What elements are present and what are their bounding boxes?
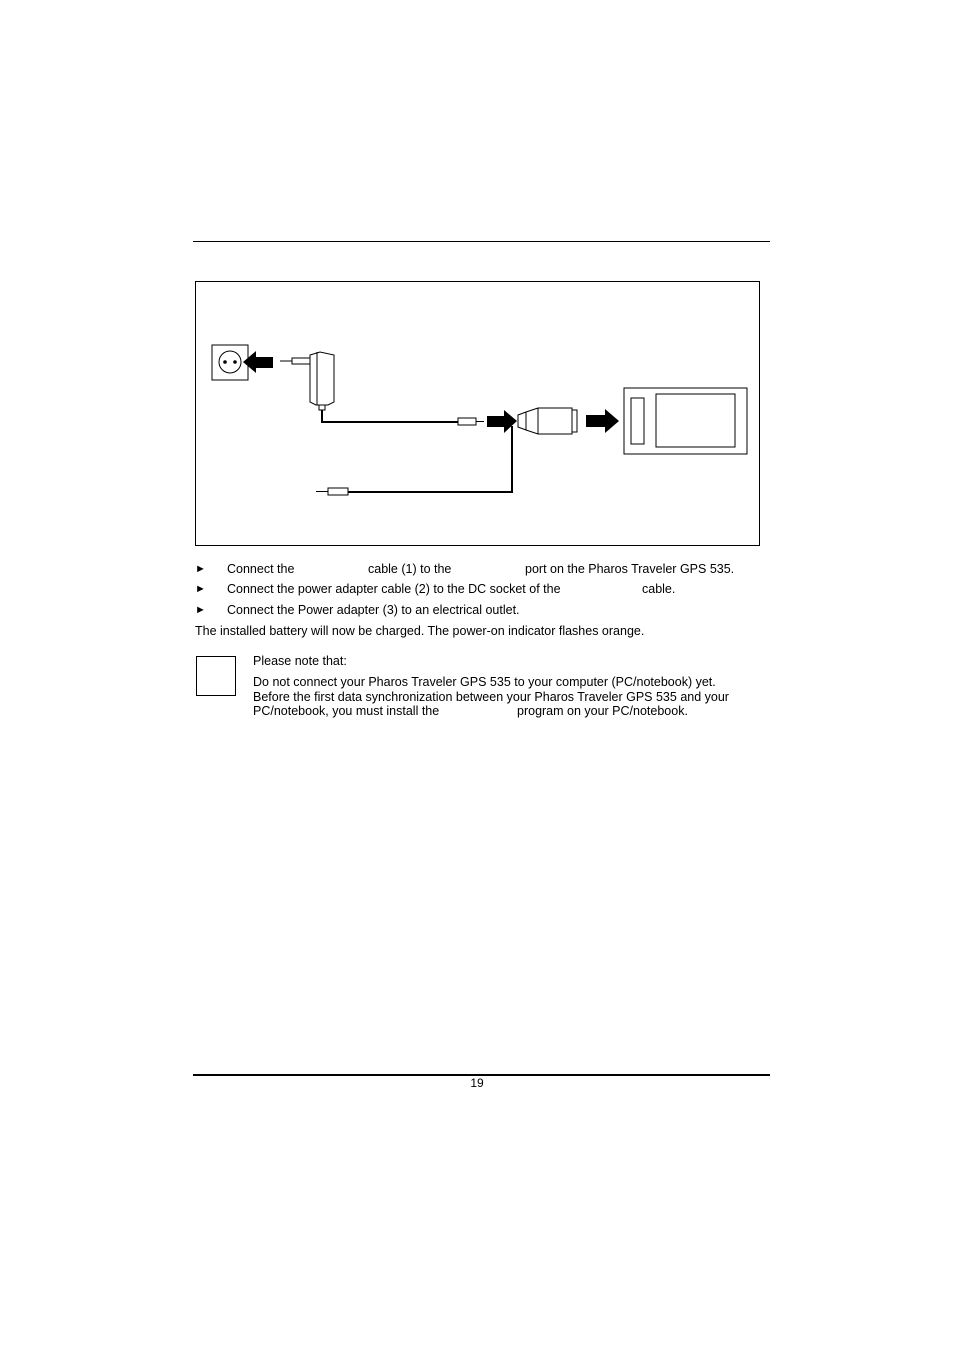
- step-bullet: ►: [195, 583, 206, 595]
- note-icon: [196, 656, 236, 696]
- power-adapter-cable: [322, 410, 458, 422]
- step-bullet: ►: [195, 604, 206, 616]
- step-bullet: ►: [195, 563, 206, 575]
- step-1-part-2: cable (1) to the: [368, 562, 452, 576]
- sync-cable: [348, 426, 512, 492]
- dc-plug-icon: [458, 418, 484, 425]
- step-2-part-2: cable.: [642, 582, 676, 596]
- connection-illustration: [195, 281, 760, 546]
- device-connector-icon: [518, 408, 577, 434]
- note-line-3-part-2: program on your PC/notebook.: [517, 704, 688, 718]
- note-heading: Please note that:: [253, 654, 347, 668]
- battery-charging-text: The installed battery will now be charged. The power-on indicator flashes orange.: [195, 624, 645, 638]
- header-rule: [193, 241, 770, 242]
- step-1-part-3: port on the Pharos Traveler GPS 535.: [525, 562, 735, 576]
- page-number: 19: [470, 1076, 484, 1090]
- note-line-3-part-1: PC/notebook, you must install the: [253, 704, 440, 718]
- sync-cable-plug-icon: [316, 488, 348, 495]
- wall-outlet-icon: [212, 345, 248, 380]
- note-line-2: Before the first data synchronization between your Pharos Traveler GPS 535 and your: [253, 690, 729, 704]
- arrow-right-icon: [586, 409, 619, 433]
- power-adapter-icon: [280, 352, 334, 410]
- pda-device-icon: [624, 388, 747, 454]
- step-3-part-1: Connect the Power adapter (3) to an electrical outlet.: [227, 603, 520, 617]
- step-2-part-1: Connect the power adapter cable (2) to the DC socket of the: [227, 582, 561, 596]
- note-line-1: Do not connect your Pharos Traveler GPS 535 to your computer (PC/notebook) yet.: [253, 675, 716, 689]
- step-1-part-1: Connect the: [227, 562, 295, 576]
- connection-diagram: [196, 282, 761, 547]
